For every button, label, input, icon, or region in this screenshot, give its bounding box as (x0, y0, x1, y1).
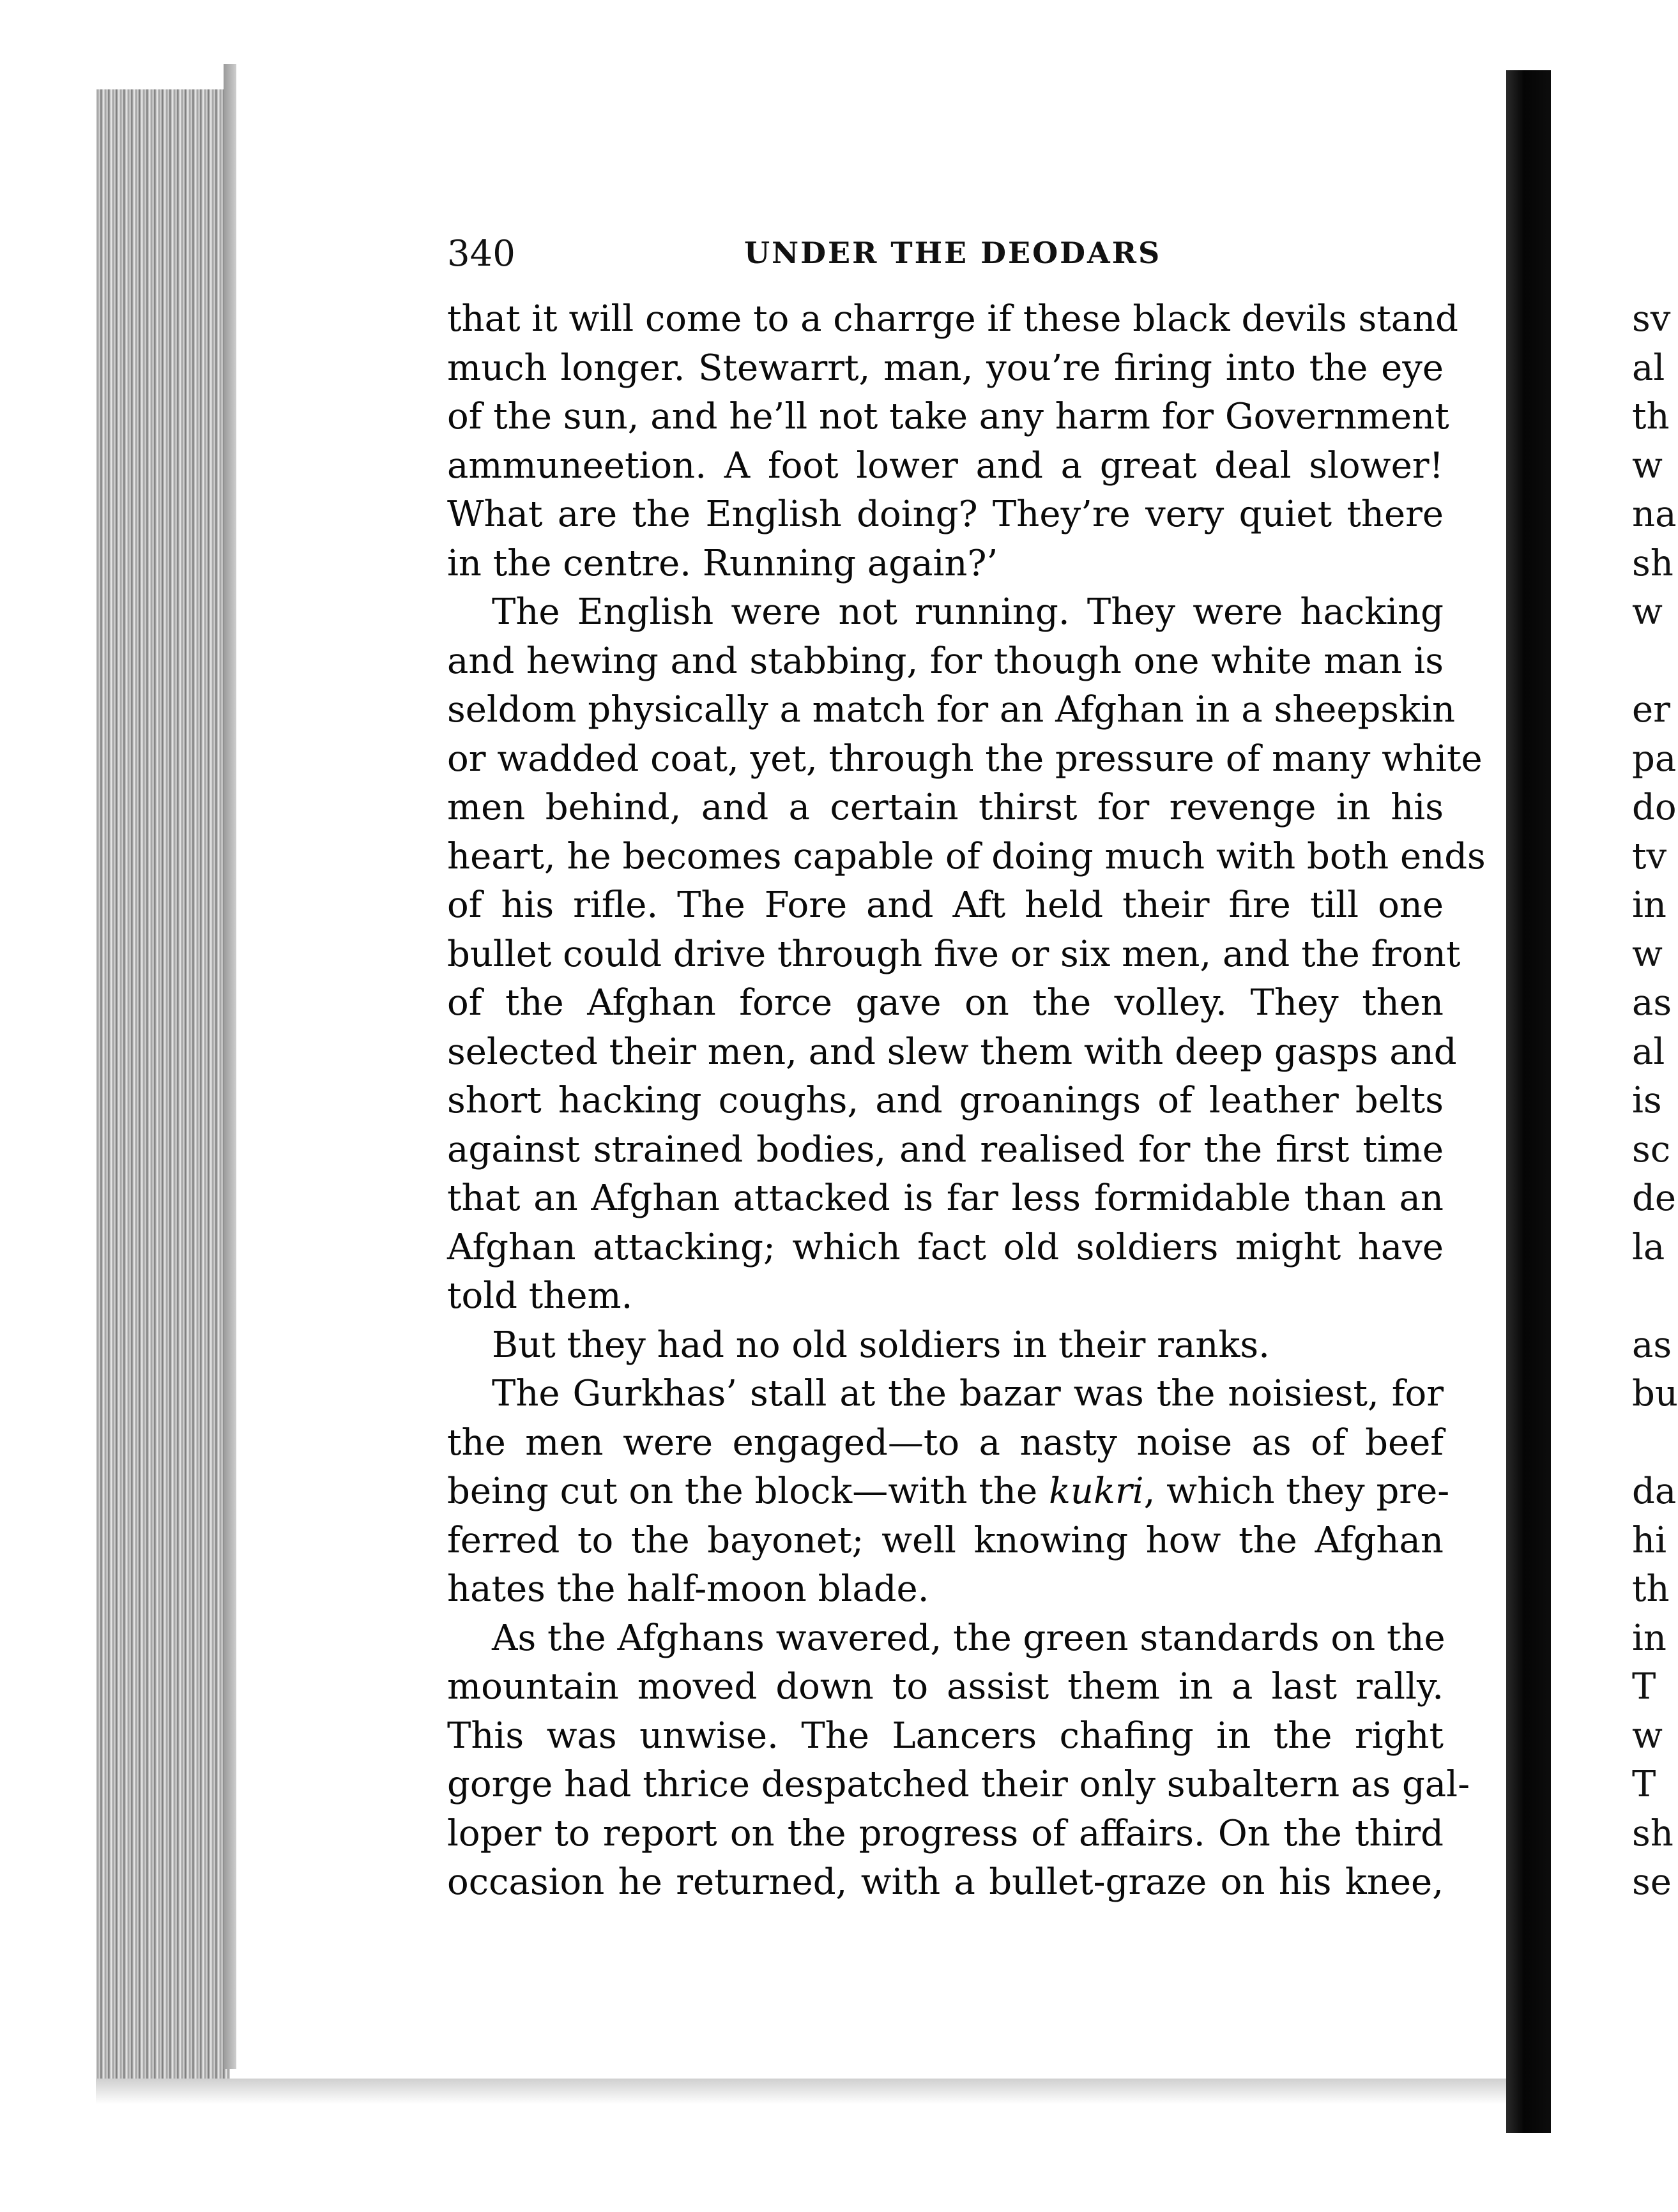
text-line: What are the English doing? They’re very quiet there (447, 494, 1444, 535)
facing-page-line-fragment: la (1632, 1226, 1665, 1268)
italic-term: kukri (1048, 1471, 1144, 1512)
text-line: that it will come to a charrge if these black devils stand (447, 298, 1459, 340)
facing-page-line-fragment: th (1632, 1568, 1670, 1610)
facing-page-line-fragment (1632, 637, 1661, 686)
page-number: 340 (447, 233, 515, 275)
facing-page-line-fragment: w (1632, 591, 1663, 633)
facing-page-line-fragment: al (1632, 1031, 1665, 1073)
text-line: in the centre. Running again?’ (447, 542, 998, 584)
text-line: selected their men, and slew them with deep gasps and (447, 1031, 1457, 1073)
text-line: occasion he returned, with a bullet-graze on his knee, (447, 1861, 1444, 1903)
text-line: hates the half-moon blade. (447, 1568, 929, 1610)
facing-page-line-fragment: er (1632, 689, 1670, 731)
text-line: bullet could drive through five or six men, and the front (447, 933, 1461, 975)
text-line: seldom physically a match for an Afghan in a sheepskin (447, 689, 1456, 731)
running-head: UNDER THE DEODARS (744, 236, 1162, 270)
facing-page-line-fragment: w (1632, 933, 1663, 975)
text-line: mountain moved down to assist them in a last rally. (447, 1666, 1444, 1708)
text-line: told them. (447, 1275, 633, 1317)
text-line: men behind, and a certain thirst for revenge in his (447, 787, 1444, 828)
facing-page-line-fragment: in (1632, 1617, 1667, 1659)
facing-page-line-fragment (1632, 1419, 1661, 1468)
text-line: gorge had thrice despatched their only subaltern as gal- (447, 1764, 1470, 1805)
page-edge-stack (96, 89, 230, 2088)
facing-page-line-fragment: al (1632, 347, 1665, 389)
text-line: The Gurkhas’ stall at the bazar was the noisiest, for (492, 1373, 1444, 1414)
text-line: against strained bodies, and realised for the first time (447, 1128, 1444, 1170)
text-line: The English were not running. They were hacking (492, 591, 1444, 633)
facing-page-line-fragment: na (1632, 494, 1677, 535)
text-line: heart, he becomes capable of doing much with both ends (447, 835, 1486, 877)
facing-page-line-fragment: bu (1632, 1373, 1678, 1414)
text-line: ferred to the bayonet; well knowing how the Afghan (447, 1519, 1444, 1561)
facing-page-line-fragment: w (1632, 444, 1663, 487)
body-text (447, 295, 1486, 1907)
facing-page-line-fragment: pa (1632, 738, 1677, 780)
text-line: and hewing and stabbing, for though one white man is (447, 640, 1444, 682)
facing-page-line-fragment: sh (1632, 542, 1674, 584)
facing-page-line-fragment: sh (1632, 1812, 1674, 1854)
facing-page-line-fragment: is (1632, 1080, 1662, 1121)
text-line: of his rifle. The Fore and Aft held their fire till one (447, 884, 1444, 926)
facing-page-line-fragment: tv (1632, 835, 1667, 877)
text-line: As the Afghans wavered, the green standards on the (492, 1617, 1445, 1659)
facing-page-line-fragment: sc (1632, 1128, 1671, 1170)
text-line: This was unwise. The Lancers chafing in the right (447, 1715, 1444, 1757)
text-line: Afghan attacking; which fact old soldiers might have (447, 1226, 1444, 1268)
text-line: being cut on the block—with the kukri, which they pre- (447, 1471, 1450, 1512)
facing-page-line-fragment: sv (1632, 298, 1671, 340)
facing-page-line-fragment: T (1632, 1764, 1656, 1805)
facing-page-line-fragment: do (1632, 787, 1677, 828)
facing-page-line-fragment: da (1632, 1471, 1677, 1512)
facing-page-fragment (1632, 295, 1678, 1907)
facing-page-line-fragment: as (1632, 982, 1672, 1024)
facing-page-line-fragment: se (1632, 1861, 1672, 1903)
facing-page-line-fragment: in (1632, 884, 1667, 926)
facing-page-line-fragment: hi (1632, 1519, 1667, 1561)
text-line: of the Afghan force gave on the volley. They then (447, 982, 1444, 1024)
facing-page-line-fragment: as (1632, 1324, 1672, 1366)
text-line: loper to report on the progress of affairs. On the third (447, 1812, 1444, 1854)
text-line: or wadded coat, yet, through the pressure of many white (447, 738, 1483, 780)
facing-page-line-fragment (1632, 1272, 1661, 1321)
text-line: But they had no old soldiers in their ranks. (492, 1324, 1270, 1366)
text-line: short hacking coughs, and groanings of leather belts (447, 1080, 1444, 1121)
text-line: much longer. Stewarrt, man, you’re firing into the eye (447, 347, 1444, 389)
facing-page-line-fragment: T (1632, 1666, 1656, 1708)
text-line: the men were engaged—to a nasty noise as of beef (447, 1421, 1444, 1464)
book-gutter (1506, 70, 1551, 2133)
facing-page-line-fragment: de (1632, 1178, 1676, 1219)
text-line: that an Afghan attacked is far less formidable than an (447, 1178, 1444, 1219)
text-line: ammuneetion. A foot lower and a great deal slower! (447, 444, 1444, 487)
text-line: of the sun, and he’ll not take any harm for Government (447, 396, 1449, 437)
facing-page-line-fragment: th (1632, 396, 1670, 437)
facing-page-line-fragment: w (1632, 1715, 1663, 1757)
page-bottom-shadow (96, 2079, 1507, 2104)
